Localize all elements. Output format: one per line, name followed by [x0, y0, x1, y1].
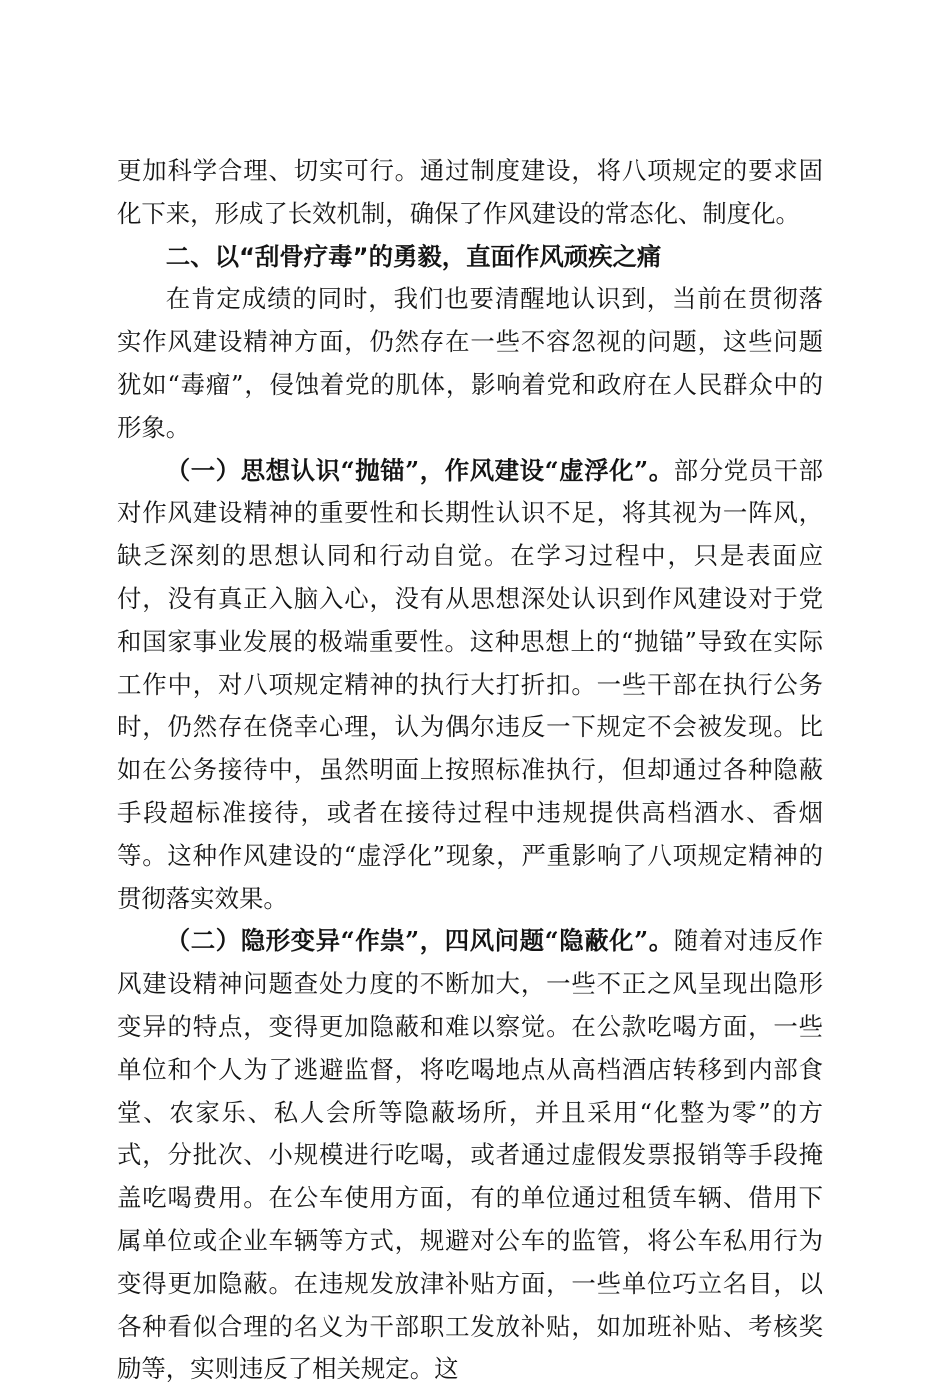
section-heading: 二、以“刮骨疗毒”的勇毅，直面作风顽疾之痛 — [165, 241, 662, 271]
subsection-1-body: 部分党员干部对作风建设精神的重要性和长期性认识不足，将其视为一阵风，缺乏深刻的思想认同和行动自觉。在学习过程中，只是表面应付，没有真正入脑入心，没有从思想深处认识到作风建设对于党和国家事业发展的极端重要性。这种思想上的“抛锚”导致在实际工作中，对八项规定精神的执行大打折扣。一些干部在执行公务时，仍然存在侥幸心理，认为偶尔违反一下规定不会被发现。比如在公务接待中，虽然明面上按照标准执行，但却通过各种隐蔽手段超标准接待，或者在接待过程中违规提供高档酒水、香烟等。这种作风建设的“虚浮化”现象，严重影响了八项规定精神的贯彻落实效果。 — [117, 455, 823, 913]
paragraph-subsection-2 — [117, 920, 823, 1391]
subsection-2-body: 随着对违反作风建设精神问题查处力度的不断加大，一些不正之风呈现出隐形变异的特点，变得更加隐蔽和难以察觉。在公款吃喝方面，一些单位和个人为了逃避监督，将吃喝地点从高档酒店转移到内部食堂、农家乐、私人会所等隐蔽场所，并且采用“化整为零”的方式，分批次、小规模进行吃喝，或者通过虚假发票报销等手段掩盖吃喝费用。在公车使用方面，有的单位通过租赁车辆、借用下属单位或企业车辆等方式，规避对公车的监管，将公车私用行为变得更加隐蔽。在违规发放津补贴方面，一些单位巧立名目，以各种看似合理的名义为干部职工发放补贴，如加班补贴、考核奖励等，实则违反了相关规定。这 — [117, 926, 823, 1384]
paragraph-continued: 更加科学合理、切实可行。通过制度建设，将八项规定的要求固化下来，形成了长效机制，确保了作风建设的常态化、制度化。 — [117, 156, 823, 228]
subsection-1-lead: （一）思想认识“抛锚”，作风建设“虚浮化”。 — [165, 455, 674, 485]
paragraph-intro: 在肯定成绩的同时，我们也要清醒地认识到，当前在贯彻落实作风建设精神方面，仍然存在一些不容忽视的问题，这些问题犹如“毒瘤”，侵蚀着党的肌体，影响着党和政府在人民群众中的形象。 — [117, 284, 823, 442]
document-body — [117, 150, 823, 1391]
paragraph-subsection-1 — [117, 450, 823, 921]
subsection-2-lead: （二）隐形变异“作祟”，四风问题“隐蔽化”。 — [165, 926, 674, 956]
